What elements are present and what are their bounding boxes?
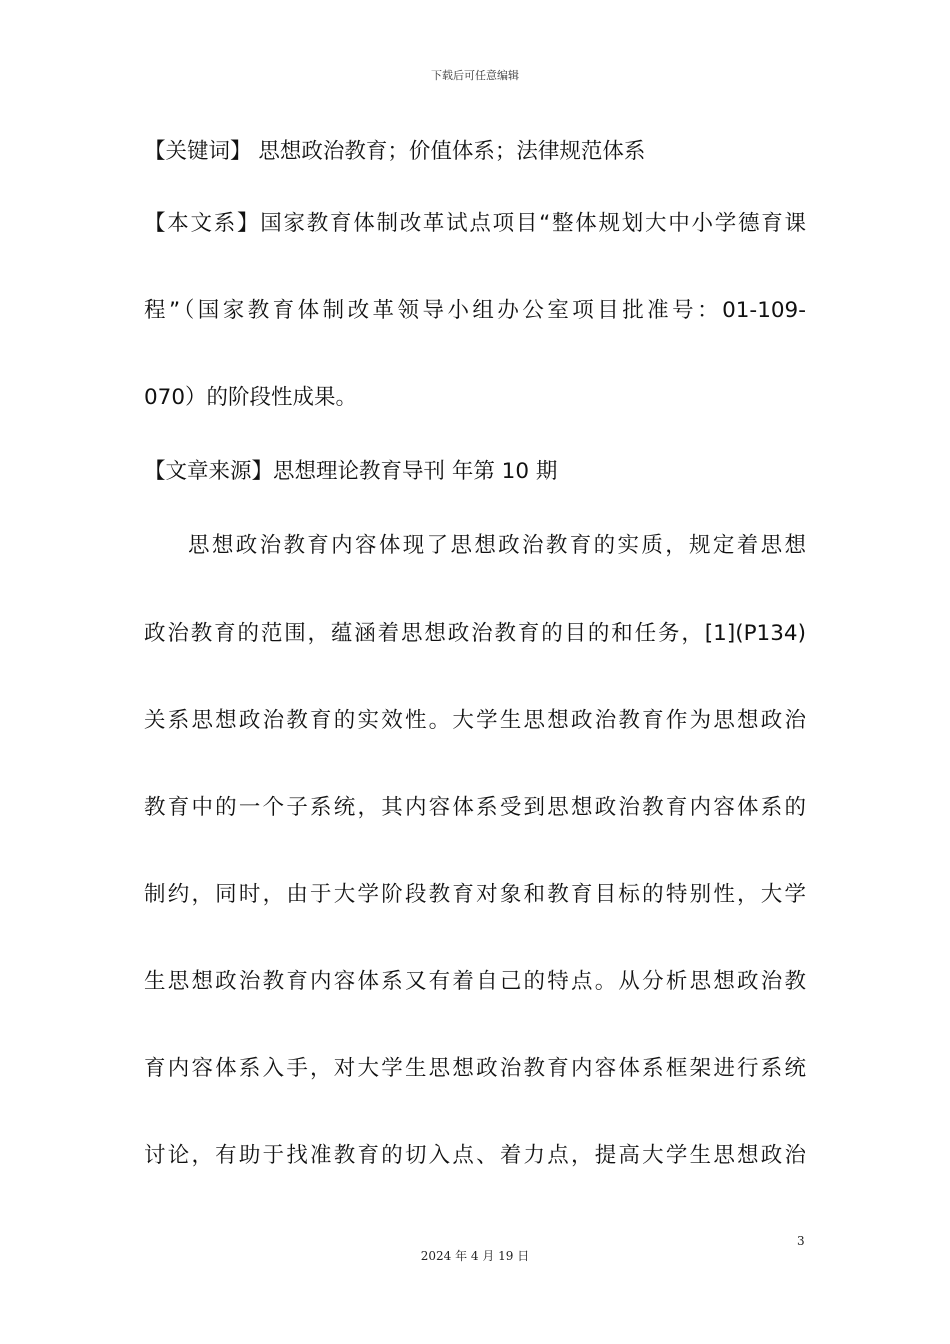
project-line-2: 程”（国家教育体制改革领导小组办公室项目批准号：01-109- <box>144 298 806 323</box>
paragraph-line-1: 思想政治教育内容体现了思想政治教育的实质，规定着思想 <box>188 533 806 558</box>
source-line: 【文章来源】思想理论教育导刊 年第 10 期 <box>144 459 558 484</box>
page-number: 3 <box>797 1234 805 1248</box>
page-header: 下载后可任意编辑 <box>431 69 519 82</box>
paragraph-line-6: 生思想政治教育内容体系又有着自己的特点。从分析思想政治教 <box>144 969 806 994</box>
paragraph-line-7: 育内容体系入手，对大学生思想政治教育内容体系框架进行系统 <box>144 1056 806 1081</box>
paragraph-line-8: 讨论，有助于找准教育的切入点、着力点，提高大学生思想政治 <box>144 1143 806 1168</box>
paragraph-line-4: 教育中的一个子系统，其内容体系受到思想政治教育内容体系的 <box>144 795 806 820</box>
project-line-3: 070）的阶段性成果。 <box>144 385 358 410</box>
paragraph-line-3: 关系思想政治教育的实效性。大学生思想政治教育作为思想政治 <box>144 708 806 733</box>
keywords-line: 【关键词】 思想政治教育；价值体系；法律规范体系 <box>144 139 646 164</box>
paragraph-line-2: 政治教育的范围，蕴涵着思想政治教育的目的和任务，[1](P134) <box>144 621 806 646</box>
paragraph-line-5: 制约，同时，由于大学阶段教育对象和教育目标的特别性，大学 <box>144 882 806 907</box>
page-footer-date: 2024 年 4 月 19 日 <box>420 1249 530 1263</box>
project-line-1: 【本文系】国家教育体制改革试点项目“整体规划大中小学德育课 <box>144 211 806 236</box>
